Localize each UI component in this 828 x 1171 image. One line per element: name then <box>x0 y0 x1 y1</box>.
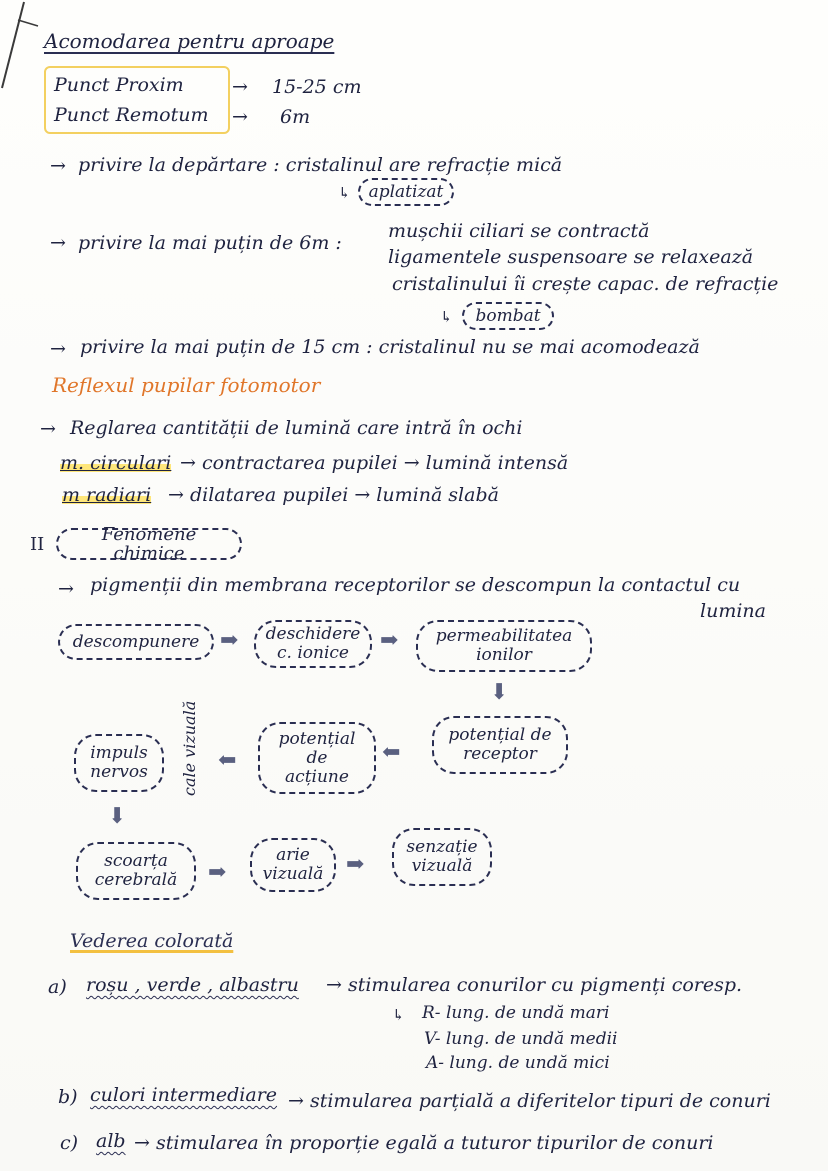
pencil-mark-icon <box>0 0 40 90</box>
arrow-right-icon: → <box>232 76 248 98</box>
flow-arrow-icon: ➡ <box>380 628 399 653</box>
heading-vederea: Vederea colorată <box>70 930 234 952</box>
fenomene-line-1: pigmenții din membrana receptorilor se descompun la contactul cu <box>90 574 741 596</box>
punct-proxim-label: Punct Proxim <box>54 74 184 96</box>
punct-proxim-value: 15-25 cm <box>272 76 362 98</box>
item-c-rest: → stimularea în proporție egală a tuturor tipurilor de conuri <box>134 1132 714 1154</box>
item-a-sub-3: A- lung. de undă mici <box>426 1053 610 1073</box>
flow-arrow-left-icon: ⬅ <box>382 740 401 765</box>
flow-impuls: impuls nervos <box>74 734 164 792</box>
item-b-rest: → stimularea parțială a diferitelor tipuri de conuri <box>288 1090 771 1112</box>
flow-senzatie: senzație vizuală <box>392 828 492 886</box>
arrow-right-icon: → <box>50 155 66 177</box>
heading-reflex: Reflexul pupilar fotomotor <box>52 373 321 397</box>
arrow-right-icon: → <box>40 418 56 440</box>
very-near-line: privire la mai puțin de 15 cm : cristalinul nu se mai acomodează <box>80 336 700 358</box>
section-numeral: II <box>30 534 45 555</box>
item-a-prefix: a) <box>48 976 67 998</box>
flow-descompunere: descompunere <box>58 624 214 660</box>
item-a-sub-1: R- lung. de undă mari <box>422 1003 610 1023</box>
flow-arie: arie vizuală <box>250 838 336 892</box>
flow-arrow-icon: ➡ <box>208 860 227 885</box>
arrow-right-icon: → <box>58 578 74 600</box>
return-arrow-icon: ↳ <box>392 1006 405 1024</box>
m-circulari-label: m. circulari <box>60 452 172 474</box>
punct-remotum-value: 6m <box>280 106 311 128</box>
near-line-1: mușchii ciliari se contractă <box>388 220 650 242</box>
cale-vizuala-label: cale vizuală <box>180 700 199 796</box>
item-a-rest: → stimularea conurilor cu pigmenți coresp. <box>326 974 743 996</box>
near-line-3: cristalinului îi crește capac. de refracție <box>392 273 779 295</box>
item-c-label: alb <box>96 1130 126 1152</box>
m-radiari-label: m radiari <box>62 484 152 506</box>
reflex-line-1: Reglarea cantității de lumină care intră în ochi <box>70 417 523 439</box>
flow-arrow-down-icon: ⬇ <box>108 804 127 829</box>
near-prefix: privire la mai puțin de 6m : <box>78 232 342 254</box>
flow-potential-receptor: potențial de receptor <box>432 716 568 774</box>
flow-arrow-icon: ➡ <box>220 628 239 653</box>
flow-permeabilitatea: permeabilitatea ionilor <box>416 620 592 672</box>
flow-arrow-left-icon: ⬅ <box>218 748 237 773</box>
item-b-label: culori intermediare <box>90 1084 278 1106</box>
return-arrow-icon: ↳ <box>338 184 351 202</box>
arrow-right-icon: → <box>50 232 66 254</box>
punct-remotum-label: Punct Remotum <box>54 104 209 126</box>
item-c-prefix: c) <box>60 1132 79 1154</box>
note-aplatizat: aplatizat <box>358 178 454 206</box>
flow-arrow-icon: ➡ <box>346 852 365 877</box>
item-a-colors: roșu , verde , albastru <box>86 974 299 996</box>
flow-deschidere: deschidere c. ionice <box>254 620 372 668</box>
flow-potential-actiune: potențial de acțiune <box>258 722 376 794</box>
fenomene-line-1b: lumina <box>700 600 766 622</box>
arrow-right-icon: → <box>50 338 66 360</box>
flow-arrow-down-icon: ⬇ <box>490 680 509 705</box>
far-sight-line: privire la depărtare : cristalinul are refracție mică <box>78 154 563 176</box>
item-b-prefix: b) <box>58 1086 78 1108</box>
heading-acomodare: Acomodarea pentru aproape <box>44 29 335 53</box>
item-a-sub-2: V- lung. de undă medii <box>424 1029 618 1049</box>
near-line-2: ligamentele suspensoare se relaxează <box>388 246 754 268</box>
m-radiari-rest: → dilatarea pupilei → lumină slabă <box>168 484 499 506</box>
note-bombat: bombat <box>462 302 554 330</box>
arrow-right-icon: → <box>232 106 248 128</box>
heading-fenomene: Fenomene chimice <box>56 528 242 560</box>
m-circulari-rest: → contractarea pupilei → lumină intensă <box>180 452 569 474</box>
return-arrow-icon: ↳ <box>440 308 453 326</box>
flow-scoarta: scoarța cerebrală <box>76 842 196 900</box>
